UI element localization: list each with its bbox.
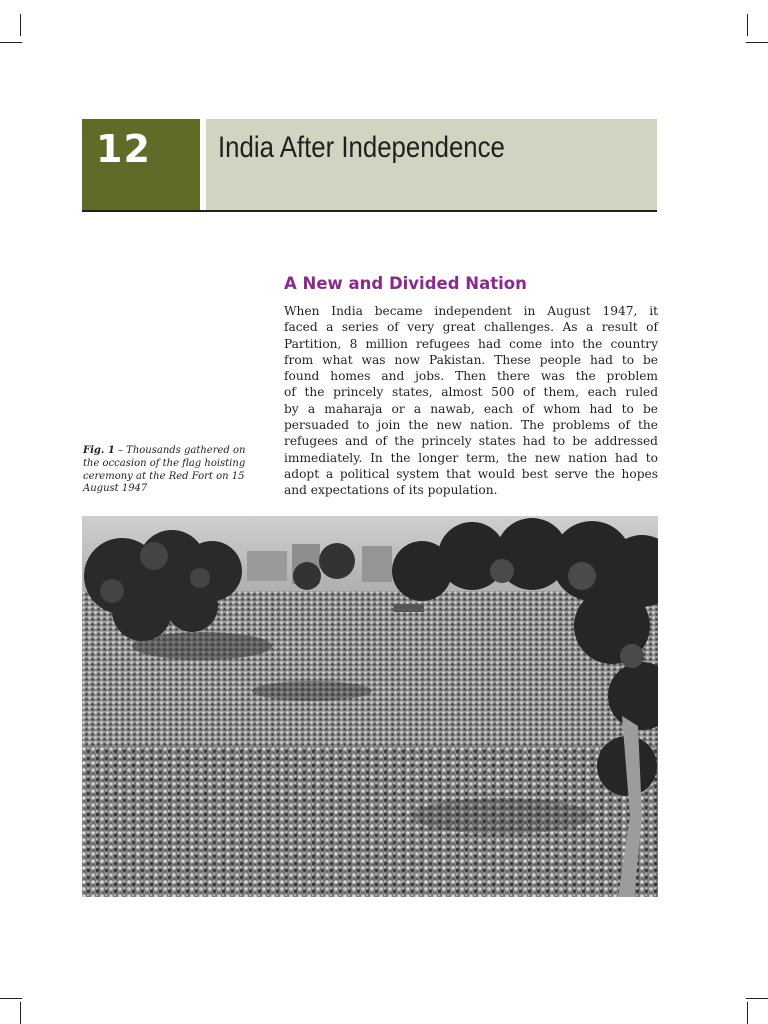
figure-caption	[83, 445, 261, 496]
header-rule	[82, 210, 657, 212]
chapter-title: India After Independence	[218, 131, 505, 164]
chapter-number: 12	[96, 127, 151, 171]
body-line: from what was now Pakistan. These people had to be	[284, 352, 658, 367]
crop-mark	[0, 42, 22, 43]
figure-caption-text: – Thousands gathered on the occasion of the flag hoisting ceremony at the Red Fort on 15 August 1947	[83, 445, 246, 495]
crop-mark	[20, 1002, 21, 1024]
body-line: persuaded to join the new nation. The problems of the	[284, 418, 658, 433]
body-line: faced a series of very great challenges. As a result of	[284, 320, 658, 335]
body-line: refugees and of the princely states had to be addressed	[284, 434, 658, 449]
section-heading: A New and Divided Nation	[284, 274, 527, 293]
section-body	[284, 303, 658, 499]
body-line: of the princely states, almost 500 of them, each ruled	[284, 385, 658, 400]
crop-mark	[746, 42, 768, 43]
crop-mark	[20, 14, 21, 36]
chapter-title-band	[206, 119, 657, 211]
body-line: adopt a political system that would best serve the hopes	[284, 466, 658, 481]
body-line: Partition, 8 million refugees had come into the country	[284, 336, 658, 351]
body-line: found homes and jobs. Then there was the problem	[284, 369, 658, 384]
crop-mark	[747, 1002, 748, 1024]
crop-mark	[746, 998, 768, 999]
body-line: and expectations of its population.	[284, 483, 498, 498]
crowd-photo-illustration	[82, 516, 658, 897]
chapter-number-box	[82, 119, 200, 211]
body-line: by a maharaja or a nawab, each of whom had to be	[284, 401, 658, 416]
body-line: immediately. In the longer term, the new nation had to	[284, 450, 658, 465]
body-line: When India became independent in August 1947, it	[284, 304, 658, 318]
figure-label: Fig. 1	[83, 445, 115, 456]
crop-mark	[747, 14, 748, 36]
crop-mark	[0, 998, 22, 999]
crowd-photo	[82, 516, 658, 897]
